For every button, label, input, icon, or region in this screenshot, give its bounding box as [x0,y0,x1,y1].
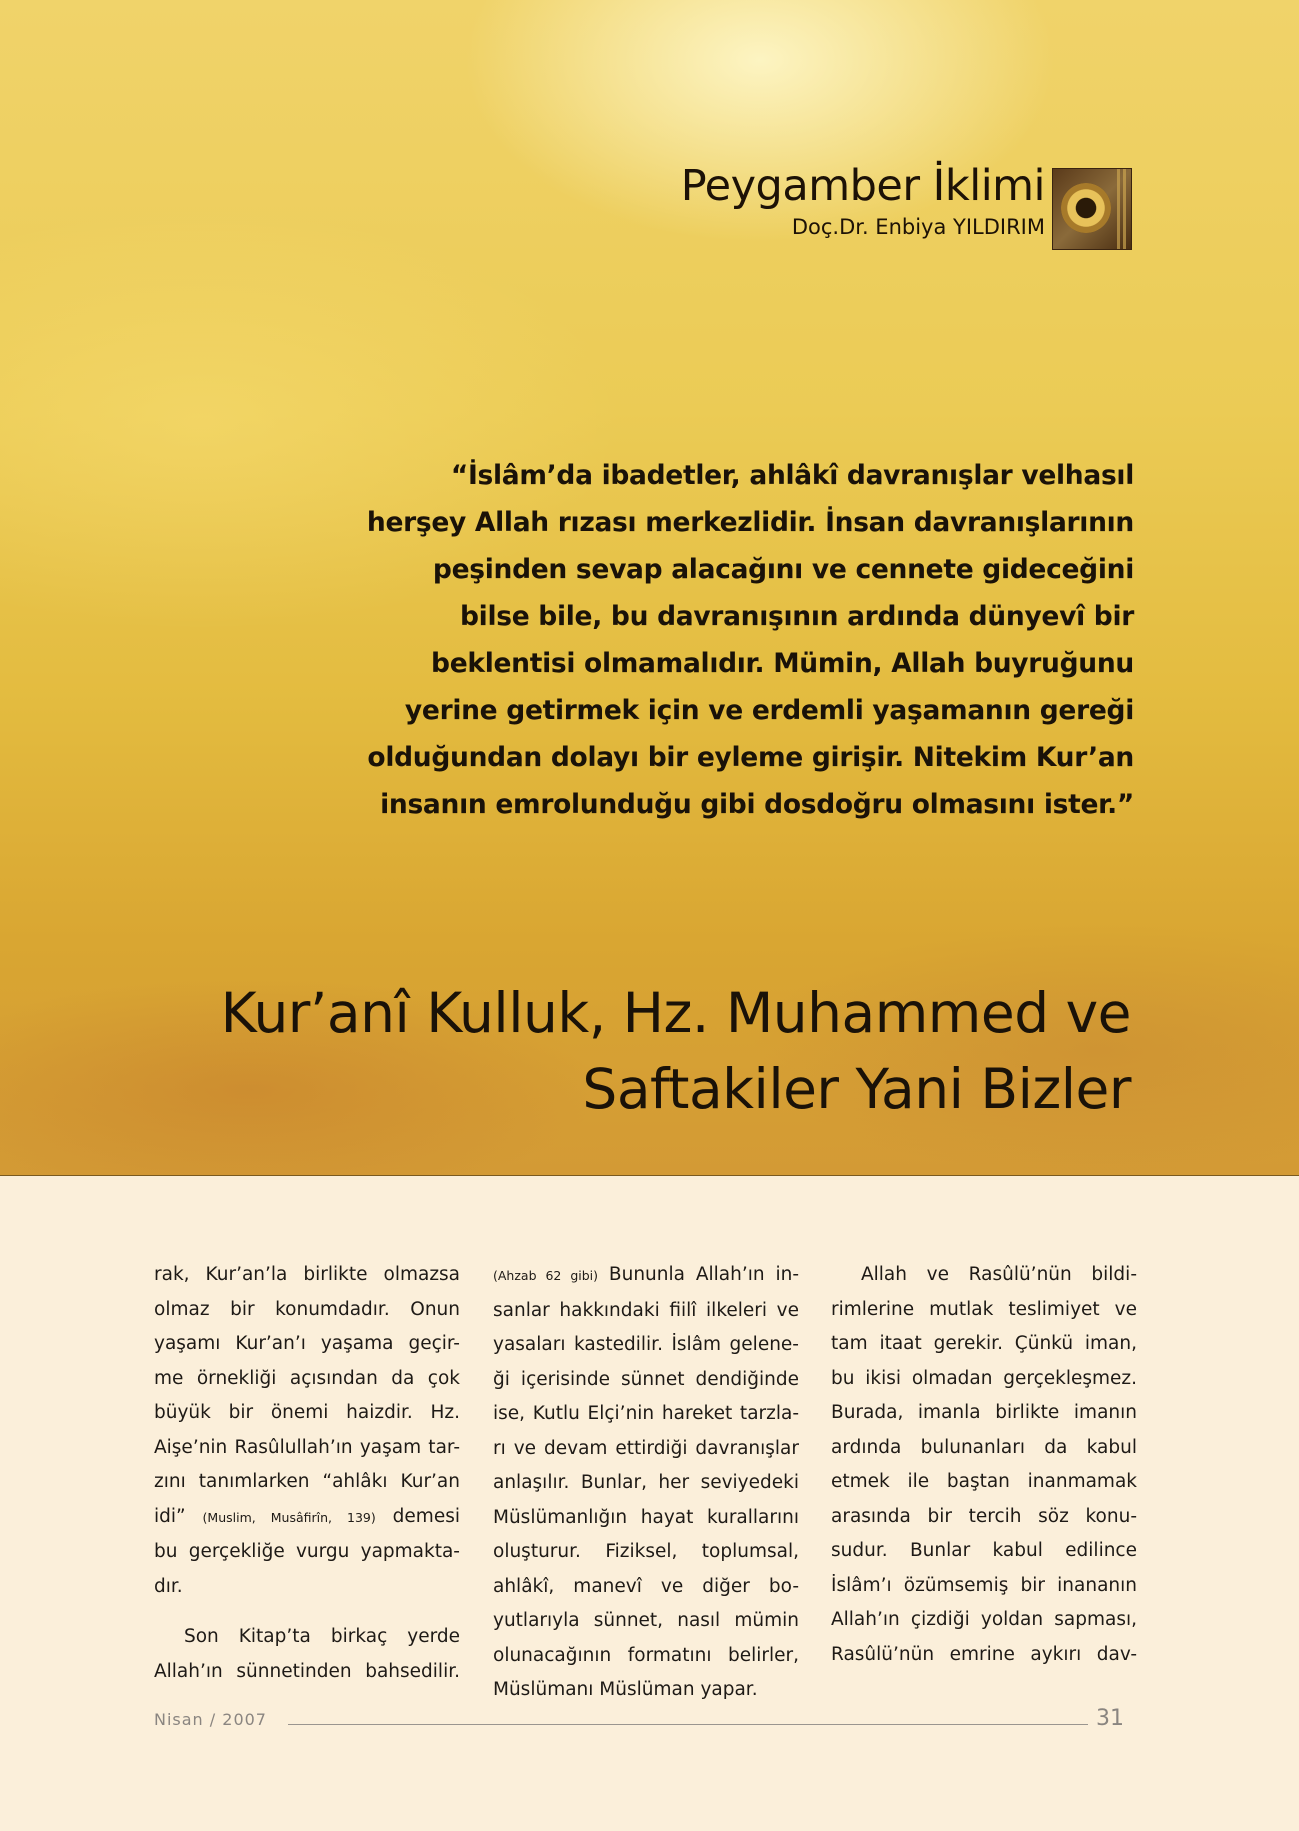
series-header [681,160,1045,240]
body-line: Müslümanlığın hayat kurallarını [493,1506,799,1528]
pull-quote-line: herşey Allah rızası merkezlidir. İnsan davranışlarının [366,507,1134,538]
body-line: tam itaat gerekir. Çünkü iman, [831,1333,1137,1354]
pull-quote-line: olduğundan dolayı bir eyleme girişir. Nitekim Kur’an [367,742,1134,773]
body-line: arasında bir tercih söz konu- [831,1505,1137,1527]
body-line: yasaları kastedilir. İslâm gelene- [493,1334,799,1355]
body-line: rak, Kur’an’la birlikte olmazsa [154,1264,460,1285]
body-line: İslâm’ı özümsemiş bir inananın [831,1574,1137,1596]
body-line: sudur. Bunlar kabul edilince [831,1540,1137,1561]
body-line: yutlarıyla sünnet, nasıl mümin [493,1610,799,1631]
body-line: me örnekliği açısından da çok [154,1367,460,1389]
body-line: Allah ve Rasûlü’nün bildi- [861,1264,1137,1285]
body-line: Son Kitap’ta birkaç yerde [184,1626,460,1647]
article-title-line: Saftakiler Yani Bizler [582,1057,1131,1121]
body-line-with-citation [154,1500,460,1536]
citation: (Ahzab 62 gibi) [493,1268,599,1283]
ornament-emblem-icon [1052,168,1132,250]
body-text: idi” [154,1505,186,1527]
body-line: rı ve devam ettirdiği davranışlar [493,1437,799,1459]
body-line: bu gerçekliğe vurgu yapmakta- [154,1541,460,1562]
pull-quote-line: “İslâm’da ibadetler, ahlâkî davranışlar velhasıl [450,460,1134,491]
body-line: Allah’ın çizdiği yoldan sapması, [831,1609,1137,1630]
body-line: Allah’ın sünnetinden bahsedilir. [154,1660,460,1682]
body-line: bu ikisi olmadan gerçekleşmez. [831,1367,1137,1389]
body-line: ardında bulunanları da kabul [831,1436,1137,1458]
body-line: ahlâkî, manevî ve diğer bo- [493,1575,799,1597]
body-line: dır. [154,1575,183,1597]
article-title-line: Kur’anî Kulluk, Hz. Muhammed ve [220,981,1131,1045]
text-column-2 [493,1258,799,1708]
body-line: olmaz bir konumdadır. Onun [154,1298,460,1320]
citation: (Muslim, Musâfirîn, 139) [202,1509,376,1525]
body-line: sanlar hakkındaki fiilî ilkeleri ve [493,1299,799,1321]
body-line-with-citation [493,1258,799,1294]
body-line: zını tanımlarken “ahlâkı Kur’an [154,1471,460,1492]
text-column-3 [831,1258,1137,1672]
body-line: Aişe’nin Rasûlullah’ın yaşam tar- [154,1436,460,1458]
body-line: anlaşılır. Bunlar, her seviyedeki [493,1472,799,1493]
article-title [221,975,1131,1127]
body-line: Müslümanı Müslüman yapar. [493,1679,758,1700]
pull-quote [350,452,1134,828]
author-name: Doç.Dr. Enbiya YILDIRIM [791,215,1045,239]
pull-quote-line: insanın emrolunduğu gibi dosdoğru olmasını ister.” [380,789,1134,820]
text-column-1 [154,1258,460,1689]
page-number: 31 [1096,1706,1124,1731]
pull-quote-line: bilse bile, bu davranışının ardında dünyevî bir [460,601,1134,632]
body-line: etmek ile baştan inanmamak [831,1471,1137,1492]
body-line: yaşamı Kur’an’ı yaşama geçir- [154,1333,460,1354]
issue-date: Nisan / 2007 [154,1710,267,1729]
body-line: Rasûlü’nün emrine aykırı dav- [831,1643,1137,1665]
footer-divider [288,1724,1088,1725]
series-title: Peygamber İklimi [680,161,1045,211]
pull-quote-line: yerine getirmek için ve erdemli yaşamanın gereği [404,695,1134,726]
body-line: büyük bir önemi haizdir. Hz. [154,1402,460,1423]
pull-quote-line: peşinden sevap alacağını ve cennete gideceğini [432,554,1134,585]
body-line: oluşturur. Fiziksel, toplumsal, [493,1541,799,1562]
body-line: rimlerine mutlak teslimiyet ve [831,1298,1137,1320]
body-text: demesi [392,1505,460,1527]
body-line: Burada, imanla birlikte imanın [831,1402,1137,1423]
body-line: olunacağının formatını belirler, [493,1644,799,1666]
pull-quote-line: beklentisi olmamalıdır. Mümin, Allah buyruğunu [431,648,1134,679]
body-line: ği içerisinde sünnet dendiğinde [493,1368,799,1390]
body-line: ise, Kutlu Elçi’nin hareket tarzla- [493,1403,799,1424]
body-text: Bununla Allah’ın in- [608,1264,799,1285]
